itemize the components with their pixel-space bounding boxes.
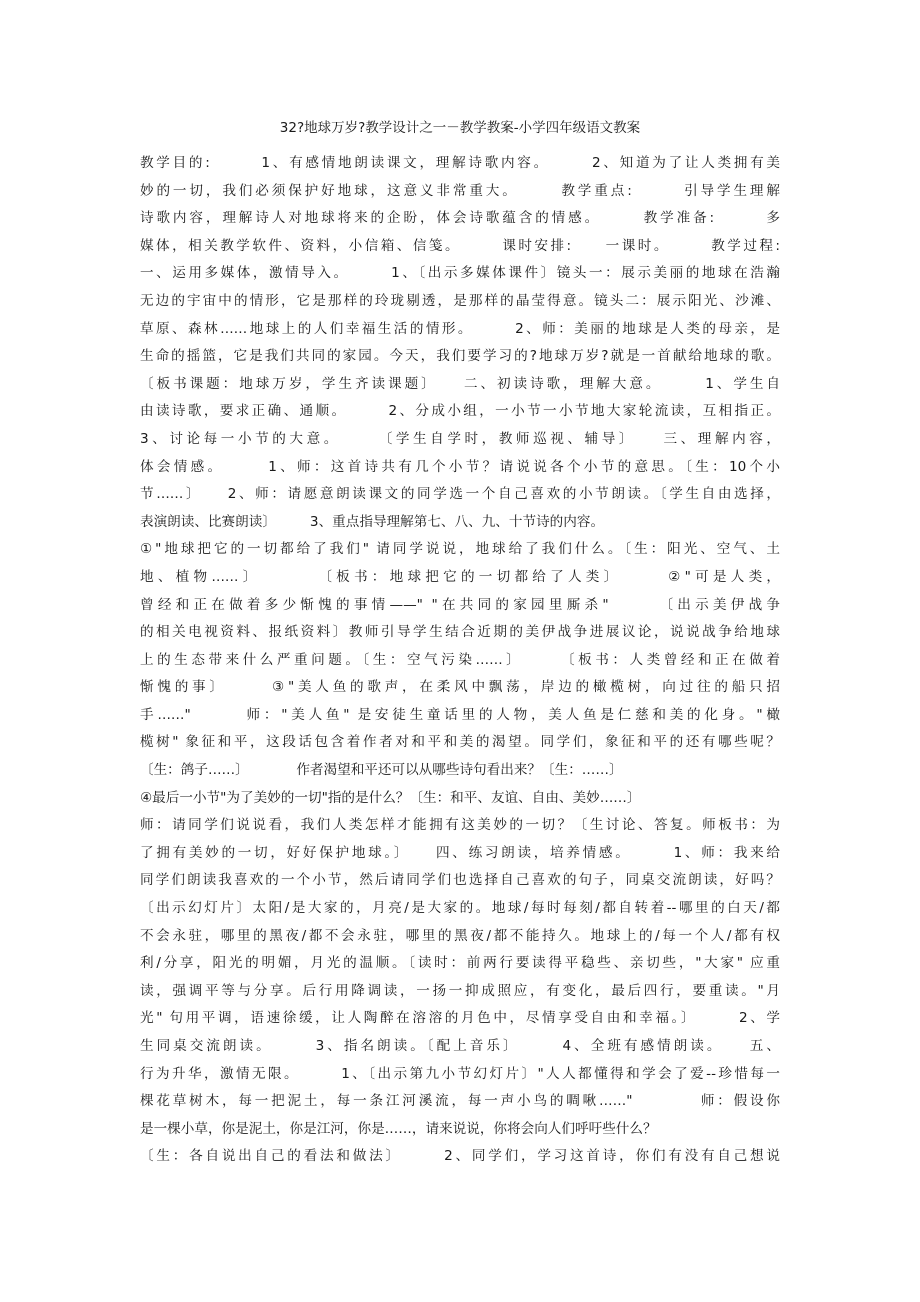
document-line: 手……" 师："美人鱼" 是安徒生童话里的人物，美人鱼是仁慈和美的化身。"橄 (140, 706, 780, 723)
document-line: 一、运用多媒体，激情导入。 1、〔出示多媒体课件〕镜头一：展示美丽的地球在浩瀚 (140, 265, 780, 282)
document-line: 生命的摇篮，它是我们共同的家园。今天，我们要学习的?地球万岁?就是一首献给地球的歌。 (140, 348, 780, 365)
document-line: 惭愧的事〕 ③"美人鱼的歌声，在柔风中飘荡，岸边的橄榄树，向过往的船只招 (140, 679, 780, 696)
document-line: 读，强调平等与分享。后行用降调读，一扬一抑成照应，有变化，最后四行，要重读。"月 (140, 982, 780, 999)
document-line: 3、讨论每一小节的大意。 〔学生自学时，教师巡视、辅导〕 三、理解内容， (140, 430, 780, 447)
document-line: 〔生：各自说出自己的看法和做法〕 2、同学们，学习这首诗，你们有没有自己想说 (140, 1148, 780, 1165)
document-title: 32?地球万岁?教学设计之一－教学教案-小学四年级语文教案 (279, 120, 641, 136)
document-line: 草原、森林……地球上的人们幸福生活的情形。 2、师：美丽的地球是人类的母亲，是 (140, 320, 780, 337)
document-line: 上的生态带来什么严重问题。〔生：空气污染……〕 〔板书：人类曾经和正在做着 (140, 651, 780, 668)
document-line: 不会永驻，哪里的黑夜/都不会永驻，哪里的黑夜/都不能持久。地球上的/每一个人/都有权 (140, 927, 780, 944)
document-line: 诗歌内容，理解诗人对地球将来的企盼，体会诗歌蕴含的情感。 教学准备: 多 (140, 210, 780, 227)
document-line: 地、植物……〕 〔板书：地球把它的一切都给了人类〕 ②"可是人类， (140, 568, 780, 585)
document-line: 了拥有美妙的一切，好好保护地球。〕 四、练习朗读，培养情感。 1、师：我来给 (140, 844, 780, 861)
document-line: 〔出示幻灯片〕太阳/是大家的，月亮/是大家的。地球/每时每刻/都自转着--哪里的白天/都 (140, 900, 780, 917)
document-line: 曾经和正在做着多少惭愧的事情——" "在共同的家园里厮杀" 〔出示美伊战争 (140, 596, 780, 613)
document-line: 媒体，相关教学软件、资料，小信箱、信笺。 课时安排: 一课时。 教学过程: (140, 237, 780, 254)
document-line: 利/分享，阳光的明媚，月光的温顺。〔读时：前两行要读得平稳些、亲切些，"大家" 应重 (140, 955, 780, 972)
document-line: 节……〕 2、师：请愿意朗读课文的同学选一个自己喜欢的小节朗读。〔学生自由选择， (140, 486, 780, 503)
document-line: 榄树" 象征和平，这段话包含着作者对和平和美的渴望。同学们，象征和平的还有哪些呢？ (140, 734, 780, 751)
document-line: 无边的宇宙中的情形，它是那样的玲珑剔透，是那样的晶莹得意。镜头二：展示阳光、沙滩、 (140, 292, 780, 309)
document-line: 〔板书课题：地球万岁，学生齐读课题〕 二、初读诗歌，理解大意。 1、学生自 (140, 375, 780, 392)
document-line: 表演朗读、比赛朗读〕 3、重点指导理解第七、八、九、十节诗的内容。 (140, 513, 605, 530)
document-line: 妙的一切，我们必须保护好地球，这意义非常重大。 教学重点: 引导学生理解 (140, 182, 780, 199)
document-line: ①"地球把它的一切都给了我们" 请同学说说，地球给了我们什么。〔生：阳光、空气、土 (140, 541, 780, 558)
document-line: 教学目的: 1、有感情地朗读课文，理解诗歌内容。 2、知道为了让人类拥有美 (140, 155, 780, 171)
document-line: 由读诗歌，要求正确、通顺。 2、分成小组，一小节一小节地大家轮流读，互相指正。 (140, 403, 780, 420)
document-line: 行为升华，激情无限。 1、〔出示第九小节幻灯片〕"人人都懂得和学会了爱--珍惜每一 (140, 1065, 780, 1082)
document-line: 棵花草树木，每一把泥土，每一条江河溪流，每一声小鸟的啁啾……" 师：假设你 (140, 1093, 780, 1110)
document-line: 〔生：鸽子……〕 作者渴望和平还可以从哪些诗句看出来？〔生：……〕 (140, 762, 623, 779)
document-line: 是一棵小草，你是泥土，你是江河，你是……，请来说说，你将会向人们呼吁些什么？ (140, 1120, 657, 1137)
document-line: 体会情感。 1、师：这首诗共有几个小节？请说说各个小节的意思。〔生：10个小 (140, 458, 780, 475)
document-line: 的相关电视资料、报纸资料〕教师引导学生结合近期的美伊战争进展议论，说说战争给地球 (140, 624, 780, 641)
document-line: ④最后一小节"为了美妙的一切"指的是什么？〔生：和平、友谊、自由、美妙……〕 (140, 789, 641, 806)
document-line: 光" 句用平调，语速徐缓，让人陶醉在溶溶的月色中，尽情享受自由和幸福。〕 2、学 (140, 1010, 780, 1027)
document-line: 师：请同学们说说看，我们人类怎样才能拥有这美妙的一切？〔生讨论、答复。师板书：为 (140, 817, 780, 834)
document-line: 生同桌交流朗读。 3、指名朗读。〔配上音乐〕 4、全班有感情朗读。 五、 (140, 1038, 780, 1054)
document-line: 同学们朗读我喜欢的一个小节，然后请同学们也选择自己喜欢的句子，同桌交流朗读，好吗？ (140, 872, 780, 889)
document-body (140, 150, 780, 1190)
